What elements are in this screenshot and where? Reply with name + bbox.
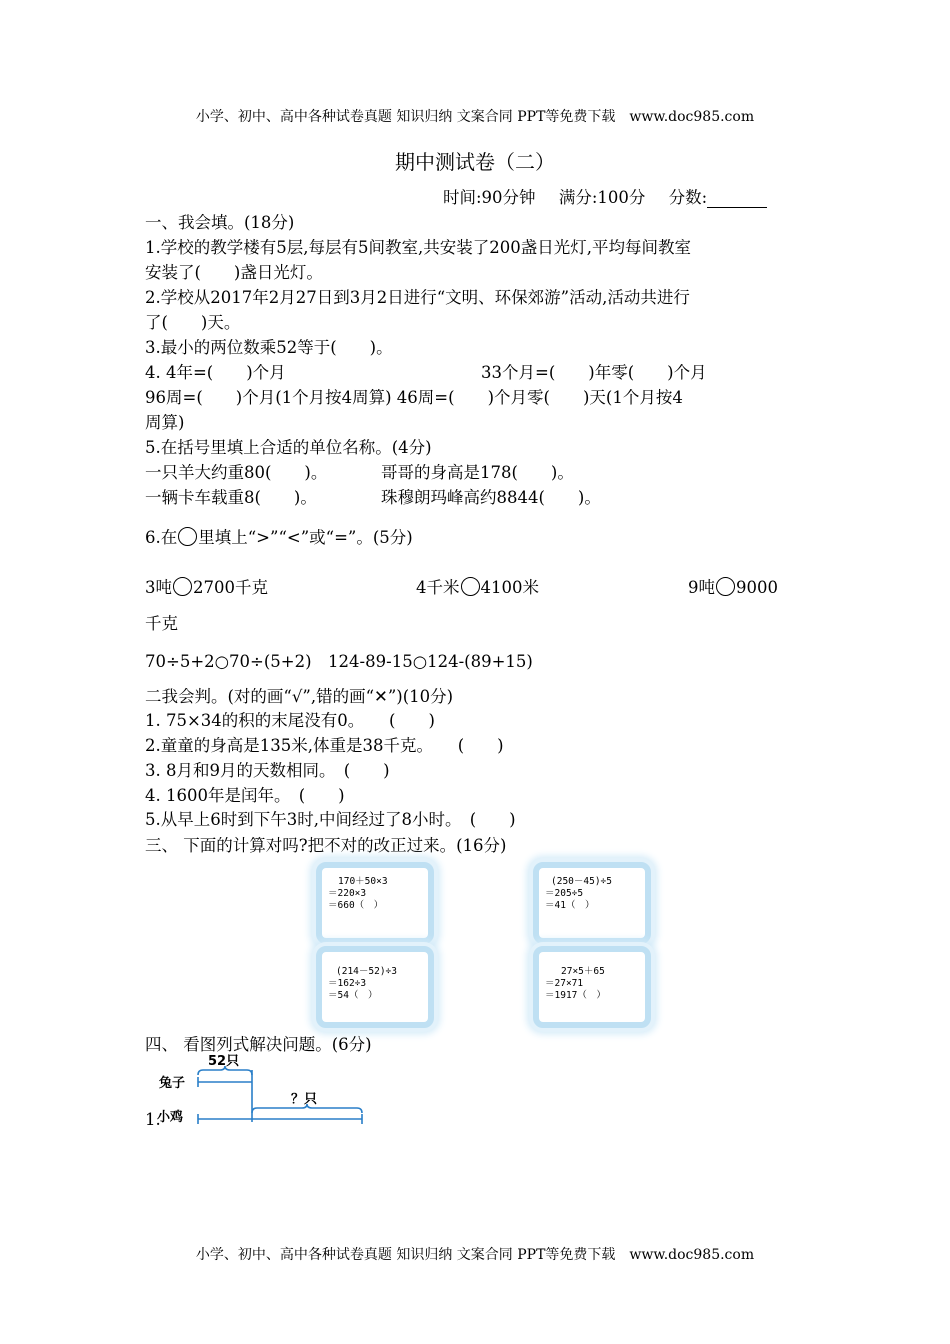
calc-card-1: 170＋50×3 ＝220×3 ＝660（ ）	[316, 862, 434, 944]
score-label: 分数:	[668, 188, 708, 207]
section-2-heading: 二我会判。(对的画“√”,错的画“✕”)(10分)	[145, 687, 454, 706]
compare-3: 9吨 9000	[688, 578, 778, 597]
time-limit: 时间:90分钟	[443, 188, 536, 207]
section-1-heading: 一、我会填。(18分)	[145, 213, 295, 232]
q5-heading: 5.在括号里填上合适的单位名称。(4分)	[145, 438, 432, 457]
judge-1: 1. 75×34的积的末尾没有0。 ( )	[145, 711, 435, 730]
q3: 3.最小的两位数乘52等于( )。	[145, 338, 393, 357]
judge-3: 3. 8月和9月的天数相同。 ( )	[145, 761, 390, 780]
compare-circle-icon[interactable]	[461, 577, 480, 596]
full-score: 满分:100分	[558, 188, 646, 207]
compare-4: 70÷5+2○70÷(5+2) 124-89-15○124-(89+15)	[145, 652, 533, 671]
rabbit-label: 兔子	[159, 1076, 186, 1091]
page-footer: 小学、初中、高中各种试卷真题 知识归纳 文案合同 PPT等免费下载 www.doc985.com	[195, 1247, 755, 1263]
q6-heading: 6.在 里填上“>”“<”或“=”。(5分)	[145, 528, 413, 547]
segment-lines	[155, 1048, 375, 1128]
judge-2: 2.童童的身高是135米,体重是38千克。 ( )	[145, 736, 504, 755]
q4-part-a: 4. 4年=( )个月	[145, 363, 286, 382]
problem-1-number: 1.	[145, 1110, 161, 1129]
unknown-count-label: ？只	[291, 1092, 318, 1107]
q2-line-1: 2.学校从2017年2月27日到3月2日进行“文明、环保郊游”活动,活动共进行	[145, 288, 690, 307]
line-segment-diagram	[155, 1048, 375, 1128]
calc-card-4: 27×5＋65 ＝27×71 ＝1917（ ）	[533, 946, 651, 1028]
compare-circle-icon[interactable]	[716, 577, 735, 596]
section-3-heading: 三、 下面的计算对吗?把不对的改正过来。(16分)	[145, 836, 507, 855]
compare-2: 4千米 4100米	[416, 578, 539, 597]
q5-item-2: 哥哥的身高是178( )。	[381, 463, 574, 482]
exam-meta	[443, 184, 767, 208]
calc-card-2: (250－45)÷5 ＝205÷5 ＝41（ ）	[533, 862, 651, 944]
judge-4: 4. 1600年是闰年。 ( )	[145, 786, 345, 805]
q5-item-1: 一只羊大约重80( )。	[145, 463, 328, 482]
compare-circle-icon	[178, 527, 197, 546]
calc-card-3: (214－52)÷3 ＝162÷3 ＝54（ ）	[316, 946, 434, 1028]
page-title: 期中测试卷（二）	[395, 150, 555, 174]
compare-circle-icon[interactable]	[173, 577, 192, 596]
q4-line-2: 96周=( )个月(1个月按4周算) 46周=( )个月零( )天(1个月按4	[145, 388, 683, 407]
page-header: 小学、初中、高中各种试卷真题 知识归纳 文案合同 PPT等免费下载 www.doc985.com	[195, 109, 755, 125]
q1-line-2: 安装了( )盏日光灯。	[145, 263, 323, 282]
rabbit-count-label: 52只	[208, 1054, 240, 1069]
compare-1: 3吨 2700千克	[145, 578, 268, 597]
q5-item-4: 珠穆朗玛峰高约8844( )。	[381, 488, 601, 507]
q5-item-3: 一辆卡车载重8( )。	[145, 488, 317, 507]
q2-line-2: 了( )天。	[145, 313, 241, 332]
score-blank	[707, 191, 767, 208]
q1-line-1: 1.学校的教学楼有5层,每层有5间教室,共安装了200盏日光灯,平均每间教室	[145, 238, 691, 257]
compare-3-unit: 千克	[145, 614, 178, 633]
section-4-heading: 四、 看图列式解决问题。(6分)	[145, 1035, 372, 1054]
q4-part-b: 33个月=( )年零( )个月	[481, 363, 707, 382]
judge-5: 5.从早上6时到下午3时,中间经过了8小时。 ( )	[145, 810, 516, 829]
q4-line-3: 周算)	[145, 413, 185, 432]
chick-label: 小鸡	[157, 1110, 184, 1125]
